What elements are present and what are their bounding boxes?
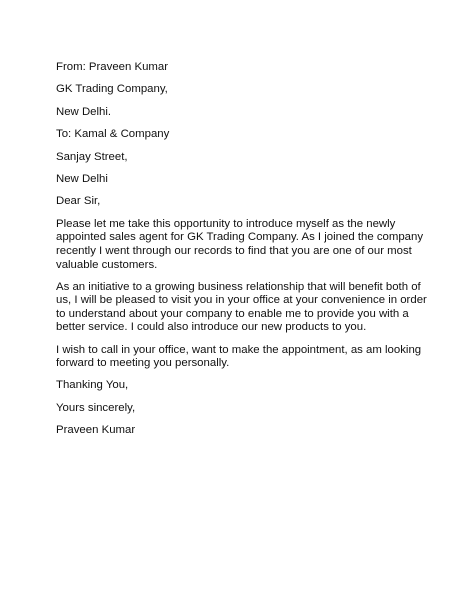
paragraph-line: Please let me take this opportunity to introduce myself as the newly — [56, 217, 396, 230]
paragraph-line: valuable customers. — [56, 258, 158, 271]
recipient-name: To: Kamal & Company — [56, 128, 170, 141]
letter-body — [56, 61, 427, 447]
thanks-line: Thanking You, — [56, 379, 129, 392]
recipient-street: Sanjay Street, — [56, 150, 128, 163]
sender-name: From: Praveen Kumar — [56, 61, 169, 73]
paragraph-line: As an initiative to a growing business relationship that will benefit both of — [56, 280, 421, 293]
paragraph-line: forward to meeting you personally. — [56, 357, 230, 370]
paragraph-introduction — [56, 217, 424, 272]
paragraph-line: appointed sales agent for GK Trading Company. As I joined the company — [56, 231, 424, 244]
paragraph-line: recently I went through our records to find that you are one of our most — [56, 244, 412, 257]
paragraph-appointment — [56, 343, 422, 371]
salutation: Dear Sir, — [56, 195, 101, 208]
closing-line: Yours sincerely, — [56, 401, 136, 414]
paragraph-initiative — [56, 280, 427, 335]
paragraph-line: to understand about your company to enable me to provide you with a — [56, 307, 409, 320]
sender-city: New Delhi. — [56, 105, 112, 118]
paragraph-line: I wish to call in your office, want to make the appointment, as am looking — [56, 343, 422, 356]
signature-name: Praveen Kumar — [56, 424, 136, 437]
paragraph-line: us, I will be pleased to visit you in your office at your convenience in order — [56, 294, 427, 307]
recipient-city: New Delhi — [56, 172, 108, 185]
sender-company: GK Trading Company, — [56, 83, 168, 96]
paragraph-line: better service. I could also introduce our new products to you. — [56, 321, 367, 334]
